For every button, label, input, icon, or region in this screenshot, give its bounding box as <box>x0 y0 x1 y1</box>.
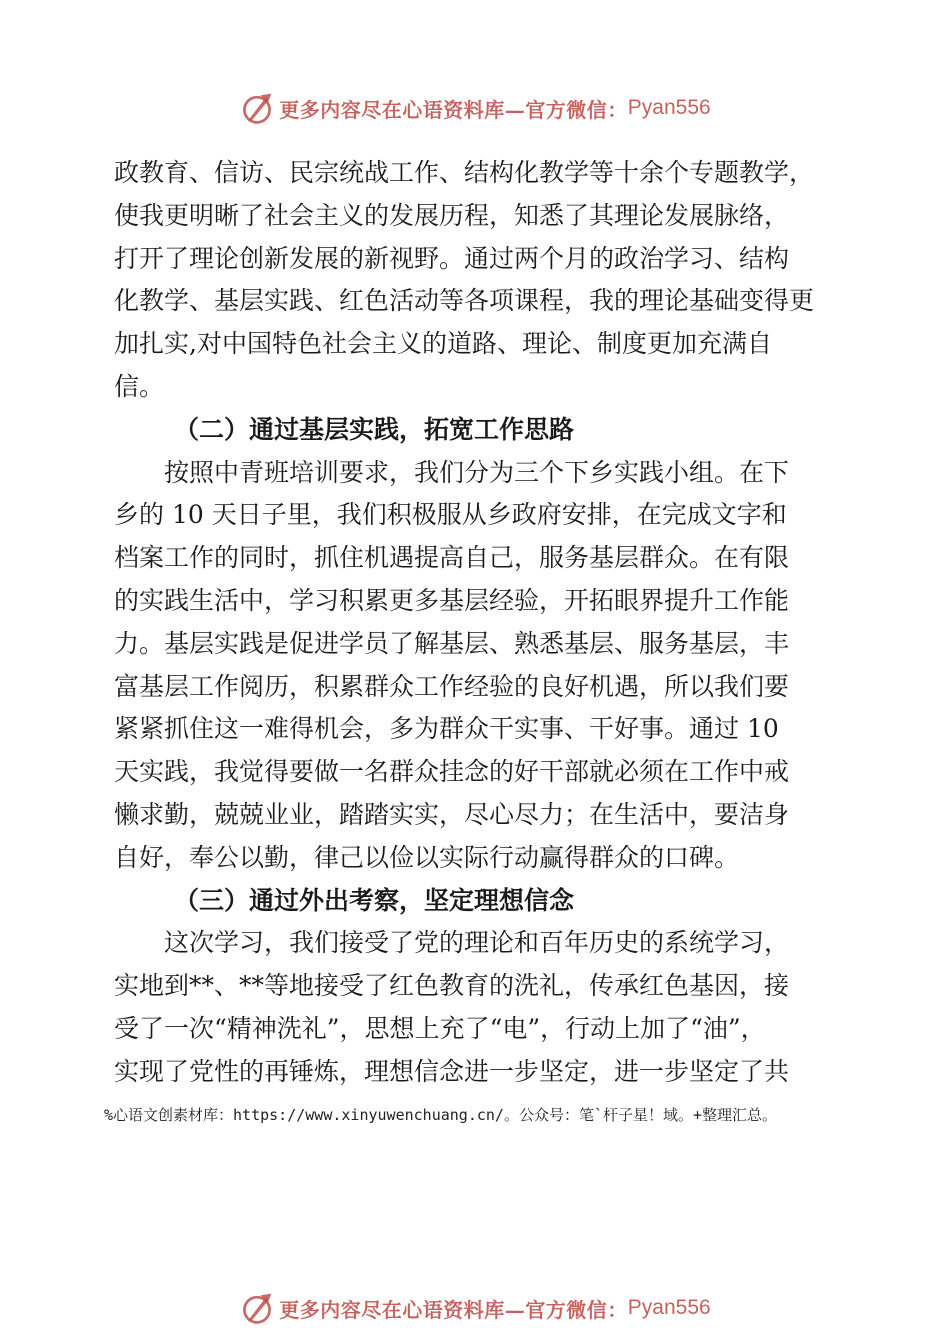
banner-text: 更多内容尽在心语资料库—官方微信： <box>279 1297 628 1322</box>
body-line: 加扎实,对中国特色社会主义的道路、理论、制度更加充满自 <box>114 329 772 359</box>
body-line: 实地到**、**等地接受了红色教育的洗礼，传承红色基因，接 <box>114 971 790 1001</box>
section-heading-2: （二）通过基层实践，拓宽工作思路 <box>174 414 575 444</box>
body-line: 信。 <box>114 371 165 401</box>
body-line: 紧紧抓住这一难得机会，多为群众干实事、干好事。通过 10 <box>114 714 779 744</box>
body-line: 使我更明晰了社会主义的发展历程，知悉了其理论发展脉络， <box>114 200 790 230</box>
body-line: 天实践，我觉得要做一名群众挂念的好干部就必须在工作中戒 <box>114 757 790 787</box>
body-line: 自好，奉公以勤，律己以俭以实际行动赢得群众的口碑。 <box>114 842 740 872</box>
body-line: 乡的 10 天日子里，我们积极服从乡政府安排，在完成文字和 <box>114 500 787 530</box>
document-body <box>114 152 854 1094</box>
body-line: 这次学习，我们接受了党的理论和百年历史的系统学习， <box>114 928 790 958</box>
banner-brand: Pyan556 <box>627 1296 711 1319</box>
body-line: 懒求勤，兢兢业业，踏踏实实，尽心尽力；在生活中，要洁身 <box>114 799 790 829</box>
quill-logo-icon <box>239 1290 275 1326</box>
body-line: 受了一次“精神洗礼”，思想上充了“电”，行动上加了“油”， <box>114 1013 766 1043</box>
banner-text: 更多内容尽在心语资料库—官方微信： <box>279 97 628 122</box>
body-line: 打开了理论创新发展的新视野。通过两个月的政治学习、结构 <box>114 243 790 273</box>
header-banner <box>0 88 950 128</box>
body-line: 政教育、信访、民宗统战工作、结构化教学等十余个专题教学， <box>114 158 815 187</box>
banner-brand: Pyan556 <box>627 96 711 119</box>
body-line: 档案工作的同时，抓住机遇提高自己，服务基层群众。在有限 <box>114 543 790 573</box>
body-line: 化教学、基层实践、红色活动等各项课程，我的理论基础变得更 <box>114 286 815 316</box>
quill-logo-icon <box>239 90 275 126</box>
body-line: 富基层工作阅历，积累群众工作经验的良好机遇，所以我们要 <box>114 671 790 701</box>
body-line: 按照中青班培训要求，我们分为三个下乡实践小组。在下 <box>114 457 790 487</box>
section-heading-3: （三）通过外出考察，坚定理想信念 <box>174 885 575 915</box>
source-footnote: %心语文创素材库：https://www.xinyuwenchuang.cn/。公众号：笔`杆子星！域。+整理汇总。 <box>104 1106 778 1124</box>
body-line: 的实践生活中，学习积累更多基层经验，开拓眼界提升工作能 <box>114 585 790 615</box>
footer-banner <box>0 1288 950 1328</box>
body-line: 实现了党性的再锤炼，理想信念进一步坚定，进一步坚定了共 <box>114 1056 790 1086</box>
body-line: 力。基层实践是促进学员了解基层、熟悉基层、服务基层，丰 <box>114 628 790 658</box>
